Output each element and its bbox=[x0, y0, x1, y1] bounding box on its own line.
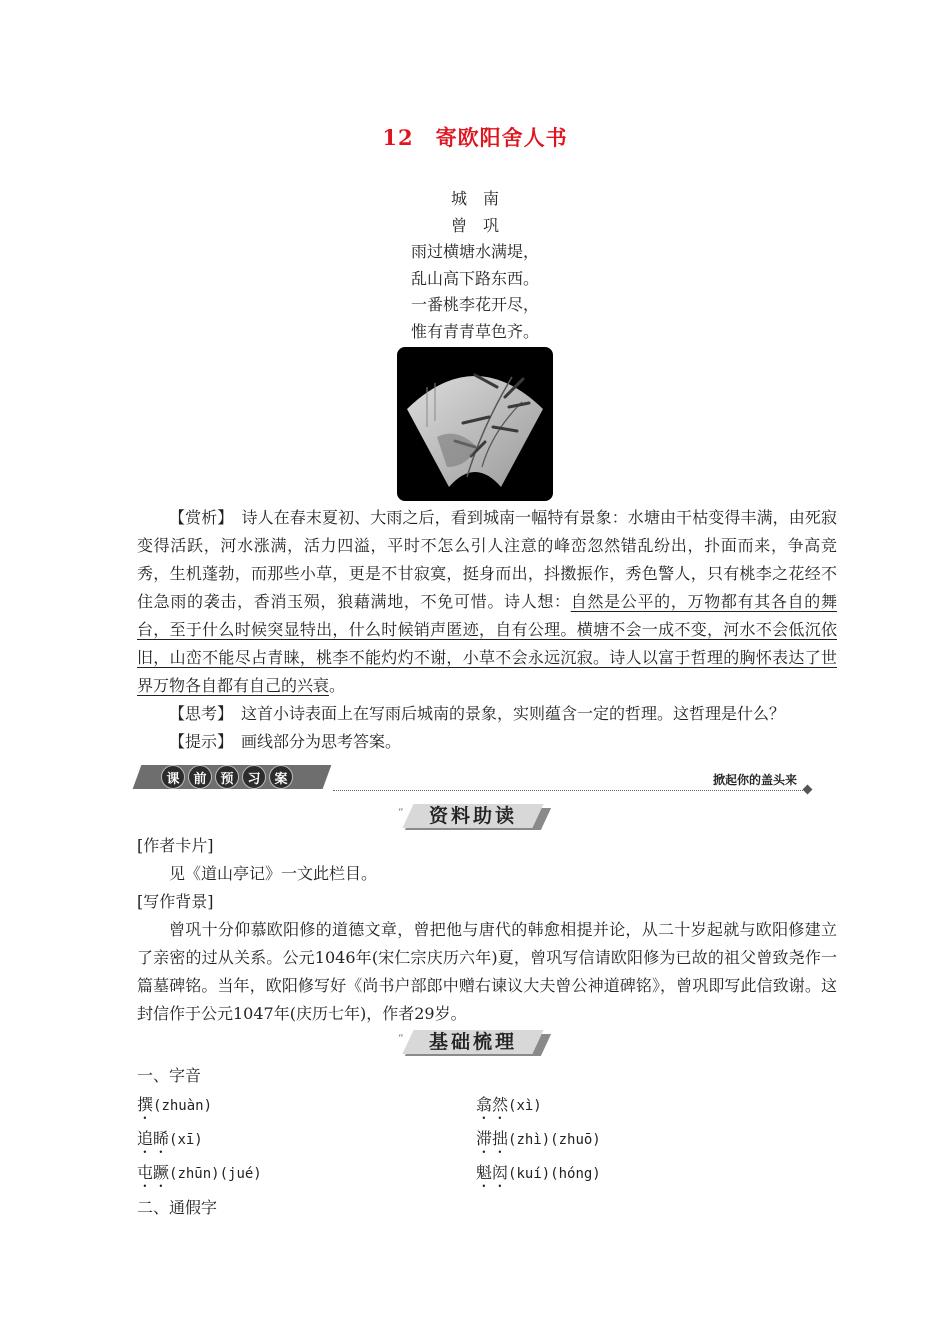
section-title: 资料助读 bbox=[428, 805, 517, 827]
lesson-number: 12 bbox=[382, 125, 414, 150]
page-title bbox=[0, 122, 950, 152]
think-text: 这首小诗表面上在写雨后城南的景象，实则蕴含一定的哲理。这哲理是什么？ bbox=[225, 704, 786, 723]
appreciation-underlined-text: 自然是公平的，万物都有其各自的舞台，至于什么时候突显特出，什么时候销声匿迹，自有公理。横塘不会一成不变，河水不会低沉依旧，山峦不能尽占青睐，桃李不能灼灼不谢，小草不会永远沉寂。诗人以富于哲理的胸怀表达了世界万物各自都有自己的兴衰 bbox=[137, 592, 837, 695]
pinyin-reading: (xī) bbox=[169, 1132, 203, 1148]
poem-line: 一番桃李花开尽， bbox=[410, 295, 539, 314]
section-header-materials bbox=[0, 800, 950, 834]
pinyin-reading: (zhì)(zhuō) bbox=[508, 1132, 601, 1148]
hint-text: 画线部分为思考答案。 bbox=[225, 732, 402, 751]
pinyin-item bbox=[476, 1126, 601, 1157]
pinyin-item bbox=[137, 1160, 262, 1191]
fan-painting-image bbox=[397, 347, 553, 501]
appreciation-paragraph bbox=[137, 504, 837, 700]
banner-divider bbox=[333, 790, 803, 791]
poem-author: 曾 巩 bbox=[450, 215, 499, 235]
banner-char: 案 bbox=[269, 765, 293, 789]
poem bbox=[0, 186, 950, 345]
pinyin-reading: (xì) bbox=[508, 1098, 542, 1114]
think-paragraph bbox=[137, 700, 837, 728]
poem-line: 惟有青青草色齐。 bbox=[410, 321, 539, 341]
pinyin-reading: (zhuàn) bbox=[153, 1098, 213, 1114]
author-card-text: 见《道山亭记》一文此栏目。 bbox=[169, 864, 378, 883]
banner-char: 课 bbox=[161, 765, 185, 789]
appreciation-text: 诗人在春末夏初、大雨之后，看到城南一幅特有景象：水塘由干枯变得丰满，由死寂变得活跃，河水涨满，活力四溢，平时不怎么引人注意的峰峦忽然错乱纷出，扑面而来，争高竞秀，生机蓬勃，而那些小草，更是不甘寂寞，挺身而出，抖擞振作，秀色警人，只有桃李之花经不住急雨的袭击，香消玉殒，狼藉满地，不免可惜。诗人想： bbox=[137, 508, 837, 611]
pinyin-char: 翕然 bbox=[476, 1095, 509, 1114]
pinyin-char: 魁闳 bbox=[476, 1163, 509, 1182]
author-card-label: [作者卡片] bbox=[137, 836, 214, 855]
pinyin-char: 滞拙 bbox=[476, 1129, 509, 1148]
quote-mark-icon: “ bbox=[398, 806, 404, 819]
banner-char: 预 bbox=[215, 765, 239, 789]
section-header-basics bbox=[0, 1026, 950, 1060]
appreciation-label: 【赏析】 bbox=[169, 508, 226, 527]
section-title: 基础梳理 bbox=[428, 1031, 517, 1053]
banner-char: 前 bbox=[188, 765, 212, 789]
subsection-pronunciation: 一、字音 bbox=[137, 1066, 202, 1085]
banner-slogan: 掀起你的盖头来 bbox=[712, 773, 797, 787]
pinyin-char: 追睎 bbox=[137, 1129, 170, 1148]
pinyin-reading: (zhūn)(jué) bbox=[169, 1166, 262, 1182]
pinyin-item bbox=[137, 1092, 212, 1123]
pinyin-char: 屯蹶 bbox=[137, 1163, 170, 1182]
bamboo-fan-illustration bbox=[397, 347, 553, 501]
banner-title bbox=[161, 765, 321, 789]
subsection-interchangeable-chars: 二、通假字 bbox=[137, 1198, 218, 1217]
poem-line: 雨过横塘水满堤， bbox=[410, 242, 539, 261]
lesson-title: 寄欧阳舍人书 bbox=[435, 125, 568, 150]
background-text: 曾巩十分仰慕欧阳修的道德文章，曾把他与唐代的韩愈相提并论，从二十岁起就与欧阳修建立了亲密的过从关系。公元1046年(宋仁宗庆历六年)夏，曾巩写信请欧阳修为已故的祖父曾致尧作一篇墓碑铭。当年，欧阳修写好《尚书户部郎中赠右谏议大夫曾公神道碑铭》，曾巩即写此信致谢。这封信作于公元1047年(庆历七年)，作者29岁。 bbox=[137, 920, 837, 1023]
think-label: 【思考】 bbox=[169, 704, 226, 723]
appreciation-end: 。 bbox=[329, 676, 346, 695]
quote-mark-icon: “ bbox=[398, 1032, 404, 1045]
pinyin-item bbox=[476, 1160, 601, 1191]
preview-banner bbox=[137, 762, 813, 792]
pinyin-item bbox=[476, 1092, 542, 1123]
diamond-icon bbox=[803, 785, 813, 795]
poem-line: 乱山高下路东西。 bbox=[410, 268, 539, 288]
hint-paragraph bbox=[137, 728, 837, 756]
hint-label: 【提示】 bbox=[169, 732, 226, 751]
poem-title: 城 南 bbox=[450, 189, 499, 208]
pinyin-char: 撰 bbox=[137, 1095, 154, 1114]
background-label: [写作背景] bbox=[137, 892, 214, 911]
pinyin-reading: (kuí)(hóng) bbox=[508, 1166, 601, 1182]
banner-char: 习 bbox=[242, 765, 266, 789]
pinyin-item bbox=[137, 1126, 203, 1157]
